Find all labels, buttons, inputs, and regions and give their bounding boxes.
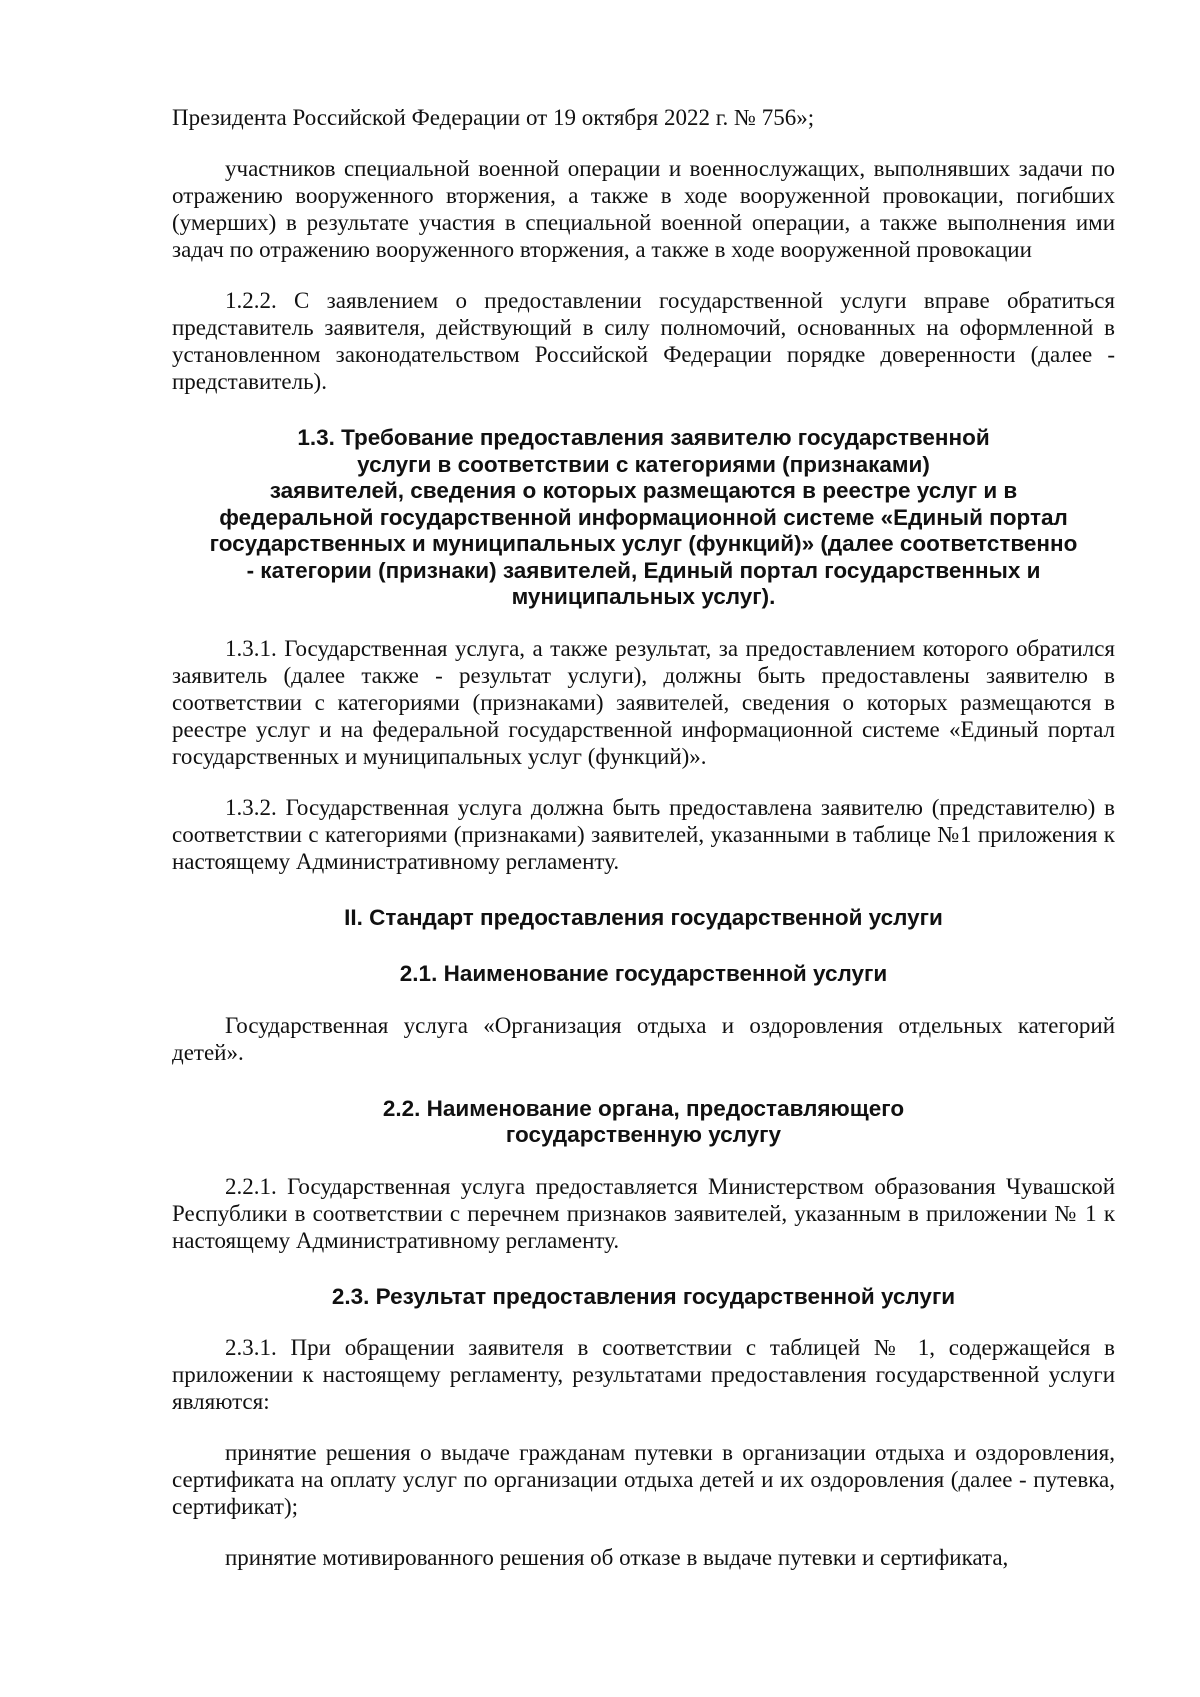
heading-1-3-line: федеральной государственной информационной системе «Единый портал bbox=[219, 504, 1068, 530]
heading-1-3-line: - категории (признаки) заявителей, Единый портал государственных и bbox=[246, 557, 1041, 583]
heading-1-3-line: услуги в соответствии с категориями (признаками) bbox=[357, 451, 930, 477]
heading-1-3-line: муниципальных услуг). bbox=[511, 584, 776, 609]
paragraph-svo-participants: участников специальной военной операции и военнослужащих, выполнявших задачи по отражению вооруженного вторжения, а также в ходе вооруженной провокации, погибших (умерших) в результате участия в специальной военной операции, а также выполнения ими задач по отражению вооруженного вторжения, а также в ходе вооруженной провокации bbox=[172, 156, 1115, 262]
heading-2-1: 2.1. Наименование государственной услуги bbox=[399, 961, 888, 986]
paragraph-decree-reference: Президента Российской Федерации от 19 октября 2022 г. № 756»; bbox=[172, 105, 815, 130]
heading-1-3 bbox=[172, 425, 1115, 611]
heading-2-2 bbox=[172, 1096, 1115, 1149]
paragraph-1-3-1: 1.3.1. Государственная услуга, а также результат, за предоставлением которого обратился заявитель (далее также - результат услуги), должны быть предоставлены заявителю в соответствии с категориями (признаками) заявителей, сведения о которых размещаются в реестре услуг и на федеральной государственной информационной системе «Единый портал государственных и муниципальных услуг (функций)». bbox=[172, 635, 1115, 769]
heading-2-3: 2.3. Результат предоставления государственной услуги bbox=[331, 1283, 956, 1309]
heading-2-2-line: 2.2. Наименование органа, предоставляющего bbox=[382, 1095, 905, 1121]
heading-1-3-line: 1.3. Требование предоставления заявителю государственной bbox=[297, 425, 990, 450]
heading-section-ii: II. Стандарт предоставления государственной услуги bbox=[344, 904, 943, 930]
paragraph-result-decision: принятие решения о выдаче гражданам путевки в организации отдыха и оздоровления, сертификата на оплату услуг по организации отдыха детей и их оздоровления (далее - путевка, сертификат); bbox=[172, 1440, 1115, 1519]
paragraph-2-3-1: 2.3.1. При обращении заявителя в соответствии с таблицей № 1, содержащейся в приложении к настоящему регламенту, результатами предоставления государственной услуги являются: bbox=[172, 1335, 1115, 1414]
paragraph-1-3-2: 1.3.2. Государственная услуга должна быть предоставлена заявителю (представителю) в соответствии с категориями (признаками) заявителей, указанными в таблице №1 приложения к настоящему Административному регламенту. bbox=[172, 794, 1115, 874]
paragraph-result-refusal: принятие мотивированного решения об отказе в выдаче путевки и сертификата, bbox=[225, 1545, 1009, 1570]
paragraph-2-2-1: 2.2.1. Государственная услуга предоставляется Министерством образования Чувашской Республики в соответствии с перечнем признаков заявителей, указанным в приложении № 1 к настоящему Административному регламенту. bbox=[172, 1173, 1115, 1253]
heading-2-2-line: государственную услугу bbox=[505, 1122, 782, 1147]
heading-1-3-line: заявителей, сведения о которых размещаются в реестре услуг и в bbox=[269, 478, 1018, 503]
paragraph-service-name: Государственная услуга «Организация отдыха и оздоровления отдельных категорий детей». bbox=[172, 1012, 1115, 1065]
heading-1-3-line: государственных и муниципальных услуг (функций)» (далее соответственно bbox=[209, 531, 1078, 556]
document-body bbox=[172, 104, 1115, 1571]
paragraph-1-2-2: 1.2.2. С заявлением о предоставлении государственной услуги вправе обратиться представитель заявителя, действующий в силу полномочий, основанных на оформленной в установленном законодательством Российской Федерации порядке доверенности (далее - представитель). bbox=[172, 288, 1115, 394]
